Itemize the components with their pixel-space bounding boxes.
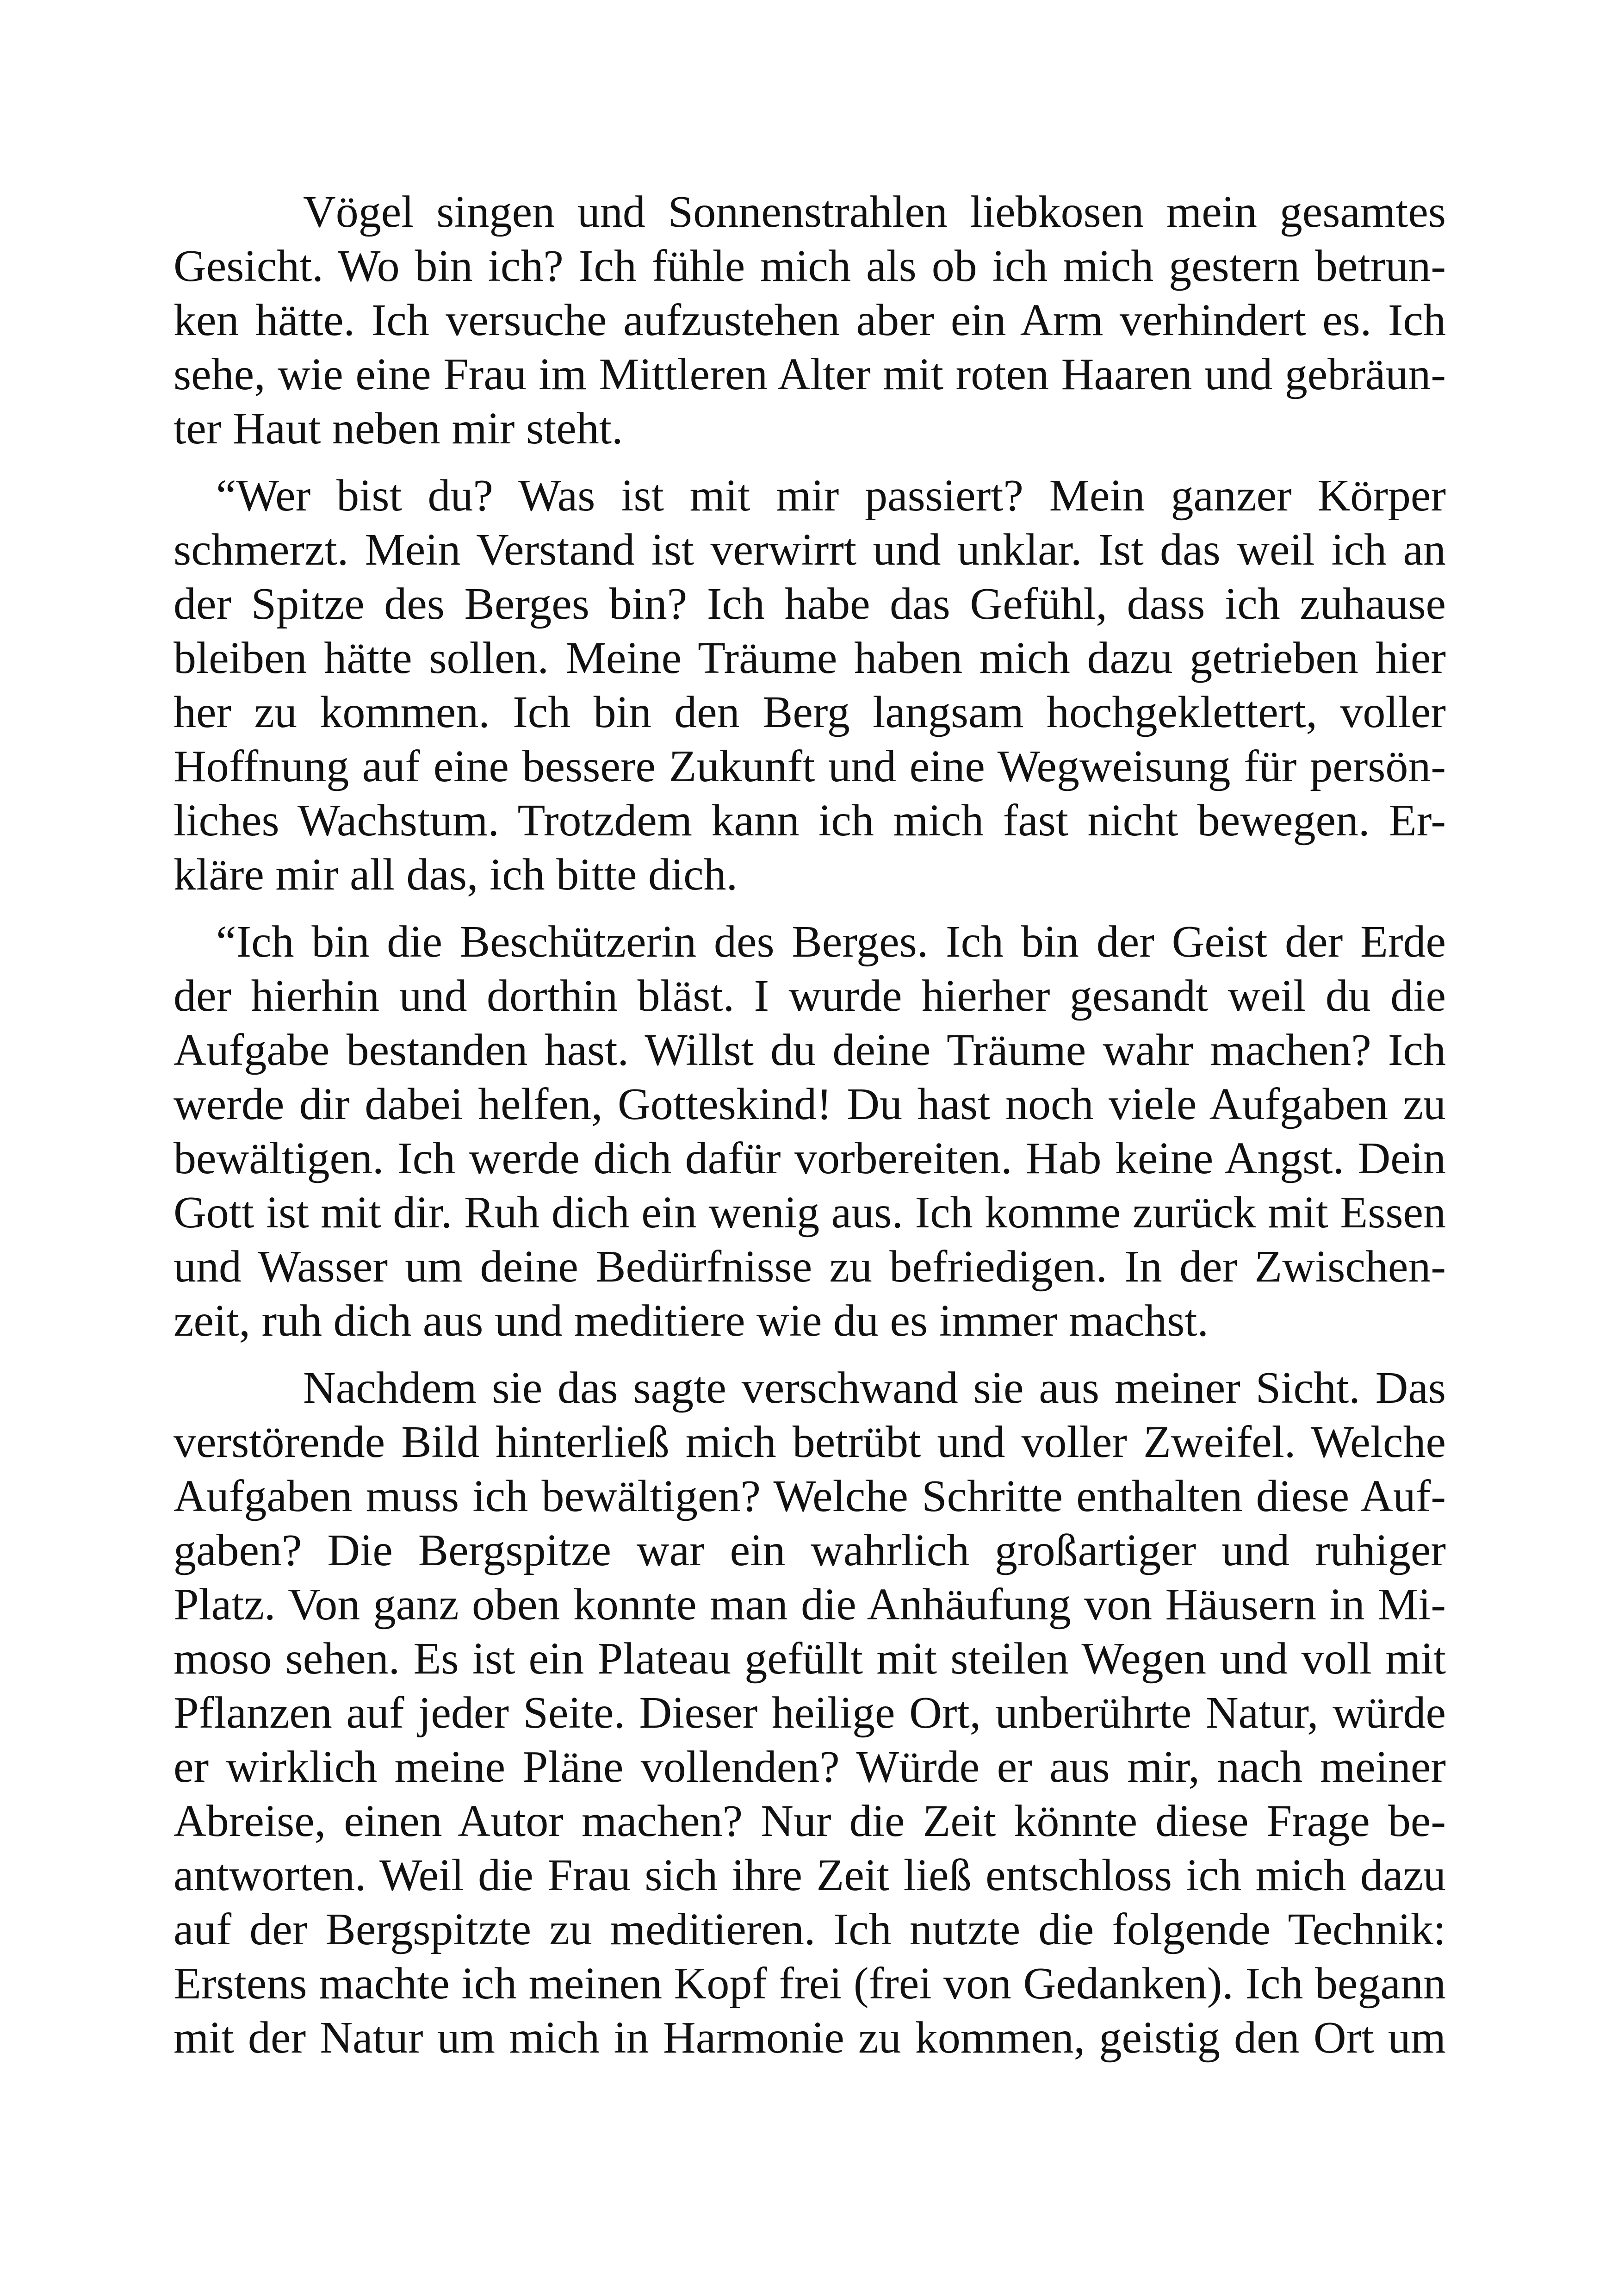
text-line: liches Wachstum. Trotzdem kann ich mich fast nicht bewegen. Er- xyxy=(174,796,1446,846)
paragraph-spacer xyxy=(174,902,1446,915)
text-line: moso sehen. Es ist ein Plateau gefüllt mit steilen Wegen und voll mit xyxy=(174,1634,1446,1684)
paragraph-4 xyxy=(174,1361,1446,2065)
text-line: Vögel singen und Sonnenstrahlen liebkosen mein gesamtes xyxy=(303,187,1446,237)
text-line: Gott ist mit dir. Ruh dich ein wenig aus. Ich komme zurück mit Essen xyxy=(174,1188,1446,1238)
text-line: Hoffnung auf eine bessere Zukunft und eine Wegweisung für persön- xyxy=(174,741,1446,791)
text-line: Abreise, einen Autor machen? Nur die Zeit könnte diese Frage be- xyxy=(174,1796,1446,1846)
text-line: der Spitze des Berges bin? Ich habe das Gefühl, dass ich zuhause xyxy=(174,579,1446,629)
body-text xyxy=(174,185,1446,2065)
paragraph-spacer xyxy=(174,456,1446,469)
text-line: mit der Natur um mich in Harmonie zu kommen, geistig den Ort um xyxy=(174,2013,1446,2063)
text-line: verstörende Bild hinterließ mich betrübt und voller Zweifel. Welche xyxy=(174,1417,1446,1467)
text-line: Pflanzen auf jeder Seite. Dieser heilige Ort, unberührte Natur, würde xyxy=(174,1688,1446,1738)
paragraph-2 xyxy=(174,469,1446,902)
text-line: ter Haut neben mir steht. xyxy=(174,404,623,454)
text-line: ken hätte. Ich versuche aufzustehen aber ein Arm verhindert es. Ich xyxy=(174,295,1446,345)
text-line: Aufgaben muss ich bewältigen? Welche Schritte enthalten diese Auf- xyxy=(174,1471,1446,1521)
text-line: antworten. Weil die Frau sich ihre Zeit ließ entschloss ich mich dazu xyxy=(174,1850,1446,1900)
text-line: kläre mir all das, ich bitte dich. xyxy=(174,850,738,900)
text-line: zeit, ruh dich aus und meditiere wie du es immer machst. xyxy=(174,1296,1209,1346)
text-line: her zu kommen. Ich bin den Berg langsam hochgeklettert, voller xyxy=(174,687,1446,737)
text-line: und Wasser um deine Bedürfnisse zu befriedigen. In der Zwischen- xyxy=(174,1242,1446,1292)
text-line: Aufgabe bestanden hast. Willst du deine Träume wahr machen? Ich xyxy=(174,1025,1446,1075)
text-line: Nachdem sie das sagte verschwand sie aus meiner Sicht. Das xyxy=(303,1363,1446,1413)
text-line: bewältigen. Ich werde dich dafür vorbereiten. Hab keine Angst. Dein xyxy=(174,1133,1446,1183)
text-line: “Wer bist du? Was ist mit mir passiert? Mein ganzer Körper xyxy=(216,471,1446,521)
text-line: sehe, wie eine Frau im Mittleren Alter mit roten Haaren und gebräun- xyxy=(174,349,1446,399)
text-line: auf der Bergspitzte zu meditieren. Ich nutzte die folgende Technik: xyxy=(174,1904,1446,1954)
text-line: schmerzt. Mein Verstand ist verwirrt und unklar. Ist das weil ich an xyxy=(174,525,1446,575)
text-line: der hierhin und dorthin bläst. I wurde hierher gesandt weil du die xyxy=(174,971,1446,1021)
text-line: Platz. Von ganz oben konnte man die Anhäufung von Häusern in Mi- xyxy=(174,1580,1446,1630)
text-line: “Ich bin die Beschützerin des Berges. Ich bin der Geist der Erde xyxy=(216,917,1446,967)
paragraph-spacer xyxy=(174,1348,1446,1361)
text-line: Gesicht. Wo bin ich? Ich fühle mich als ob ich mich gestern betrun- xyxy=(174,241,1446,291)
text-line: bleiben hätte sollen. Meine Träume haben mich dazu getrieben hier xyxy=(174,633,1446,683)
text-line: werde dir dabei helfen, Gotteskind! Du hast noch viele Aufgaben zu xyxy=(174,1079,1446,1129)
text-line: Erstens machte ich meinen Kopf frei (frei von Gedanken). Ich begann xyxy=(174,1959,1446,2009)
text-line: gaben? Die Bergspitze war ein wahrlich großartiger und ruhiger xyxy=(174,1525,1446,1575)
paragraph-3 xyxy=(174,915,1446,1348)
paragraph-1 xyxy=(174,185,1446,456)
text-line: er wirklich meine Pläne vollenden? Würde er aus mir, nach meiner xyxy=(174,1742,1446,1792)
